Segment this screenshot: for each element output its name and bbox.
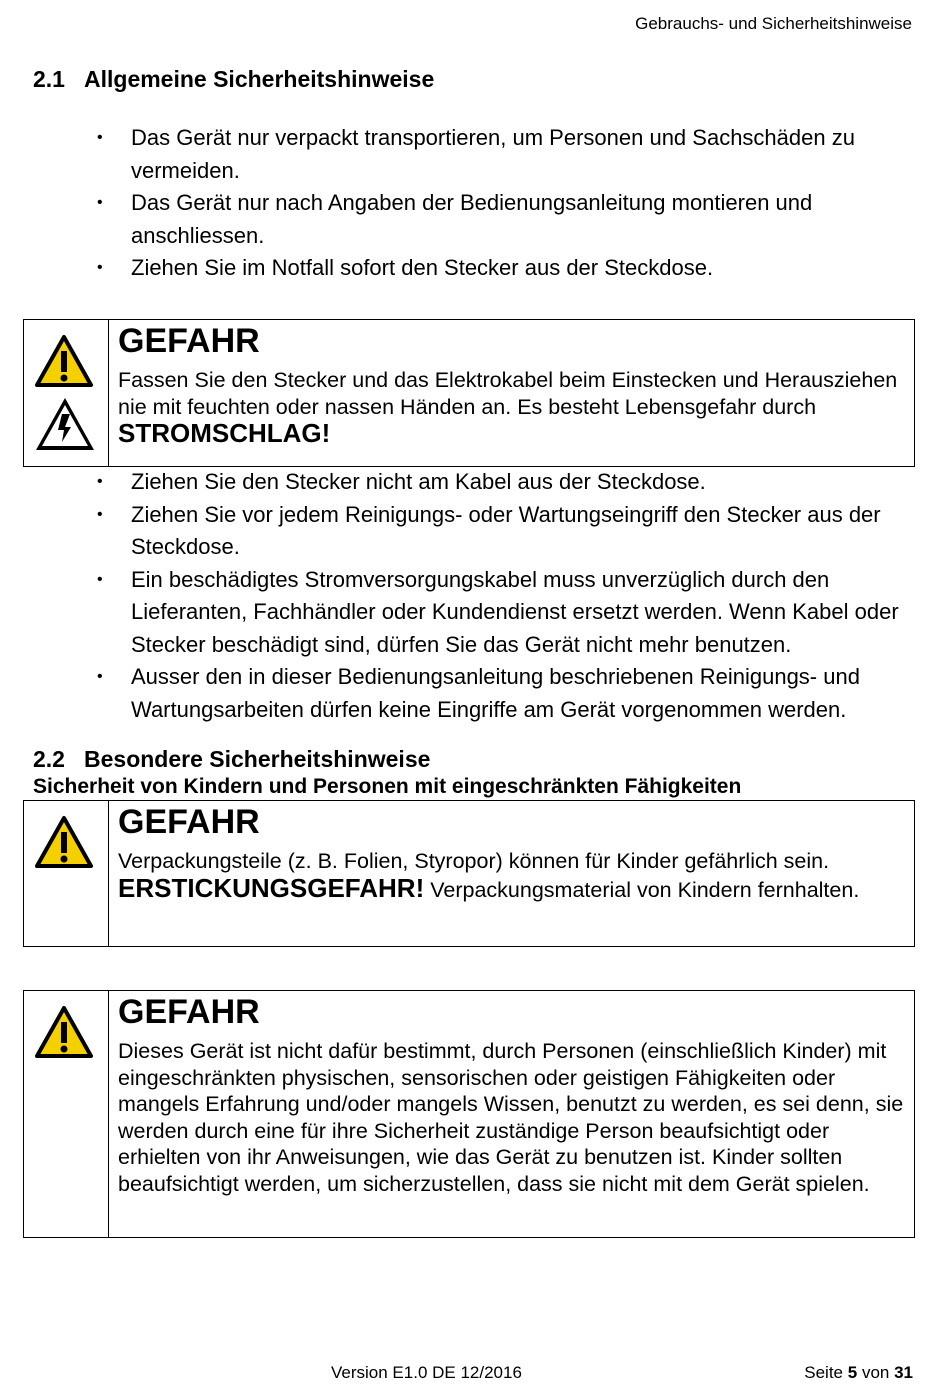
warning-triangle-icon bbox=[34, 334, 94, 388]
section-heading-2-1 bbox=[33, 66, 434, 93]
warning-content bbox=[118, 991, 906, 1197]
list-item: • Ziehen Sie vor jedem Reinigungs- oder Wartungseingriff den Stecker aus der Steckdose. bbox=[0, 499, 900, 564]
footer-version: Version E1.0 DE 12/2016 bbox=[331, 1363, 522, 1382]
list-item: • Ein beschädigtes Stromversorgungskabel muss unverzüglich durch den Lieferanten, Fachhändler oder Kundendienst ersetzt werden. Wenn Kabel oder Stecker beschädigt sind, dürfen Sie das Gerät nicht mehr benutzen. bbox=[0, 564, 900, 662]
icon-column bbox=[24, 801, 109, 946]
warning-content bbox=[118, 320, 906, 449]
section-number: 2.1 bbox=[33, 66, 65, 92]
warning-triangle-icon bbox=[34, 815, 94, 869]
bullet-list-2 bbox=[0, 466, 900, 726]
bullet-list-1 bbox=[0, 122, 900, 285]
danger-label: GEFAHR bbox=[118, 803, 260, 841]
warning-emphasis: STROMSCHLAG! bbox=[118, 418, 331, 448]
danger-box-persons bbox=[23, 990, 915, 1238]
section-subtitle: Sicherheit von Kindern und Personen mit eingeschränkten Fähigkeiten bbox=[33, 775, 742, 798]
list-item: • Ziehen Sie im Notfall sofort den Stecker aus der Steckdose. bbox=[0, 252, 900, 285]
section-number: 2.2 bbox=[33, 746, 65, 772]
bullet-dot: • bbox=[97, 129, 103, 146]
bullet-dot: • bbox=[97, 570, 103, 588]
danger-label: GEFAHR bbox=[118, 993, 260, 1031]
warning-text: Verpackungsteile (z. B. Folien, Styropor) können für Kinder gefährlich sein. ERSTICKUNGSGEFAHR! Verpackungsmaterial von Kindern fernhalten. bbox=[118, 849, 860, 903]
warning-text: Fassen Sie den Stecker und das Elektrokabel beim Einstecken und Herausziehen nie mit feuchten oder nassen Händen an. Es besteht Lebensgefahr durch STROMSCHLAG! bbox=[118, 368, 898, 448]
section-title: Besondere Sicherheitshinweise bbox=[84, 746, 431, 772]
icon-column bbox=[24, 320, 109, 466]
danger-box-suffocation bbox=[23, 800, 915, 947]
bullet-dot: • bbox=[97, 668, 103, 685]
section-heading-2-2 bbox=[33, 746, 430, 773]
list-item: • Das Gerät nur verpackt transportieren, um Personen und Sachschäden zu vermeiden. bbox=[0, 122, 900, 187]
bullet-dot: • bbox=[97, 194, 103, 211]
danger-label: GEFAHR bbox=[118, 322, 260, 360]
warning-emphasis: ERSTICKUNGSGEFAHR! bbox=[118, 872, 425, 903]
bullet-dot: • bbox=[97, 259, 103, 276]
bullet-dot: • bbox=[97, 473, 103, 490]
page-header: Gebrauchs- und Sicherheitshinweise bbox=[635, 14, 912, 33]
list-item: • Ziehen Sie den Stecker nicht am Kabel aus der Steckdose. bbox=[0, 466, 900, 499]
list-item: • Ausser den in dieser Bedienungsanleitung beschriebenen Reinigungs- und Wartungsarbeiten dürfen keine Eingriffe am Gerät vorgenommen werden. bbox=[0, 661, 900, 726]
danger-box-electric bbox=[23, 319, 915, 467]
bullet-dot: • bbox=[97, 505, 103, 523]
warning-content bbox=[118, 801, 906, 903]
section-title: Allgemeine Sicherheitshinweise bbox=[84, 66, 435, 92]
list-item: • Das Gerät nur nach Angaben der Bedienungsanleitung montieren und anschliessen. bbox=[0, 187, 900, 252]
high-voltage-icon bbox=[34, 396, 96, 452]
warning-triangle-icon bbox=[34, 1005, 94, 1059]
footer-page-number: Seite 5 von 31 bbox=[804, 1363, 913, 1382]
warning-text: Dieses Gerät ist nicht dafür bestimmt, durch Personen (einschließlich Kinder) mit eingeschränkten physischen, sensorischen oder geistigen Fähigkeiten oder mangels Erfahrung und/oder mangels Wissen, benutzt zu werden, es sei denn, sie werden durch eine für ihre Sicherheit zuständige Person beaufsichtigt oder erhielten von ihr Anweisungen, wie das Gerät zu benutzen ist. Kinder sollten beaufsichtigt werden, um sicherzustellen, dass sie nicht mit dem Gerät spielen. bbox=[118, 1039, 904, 1196]
icon-column bbox=[24, 991, 109, 1237]
